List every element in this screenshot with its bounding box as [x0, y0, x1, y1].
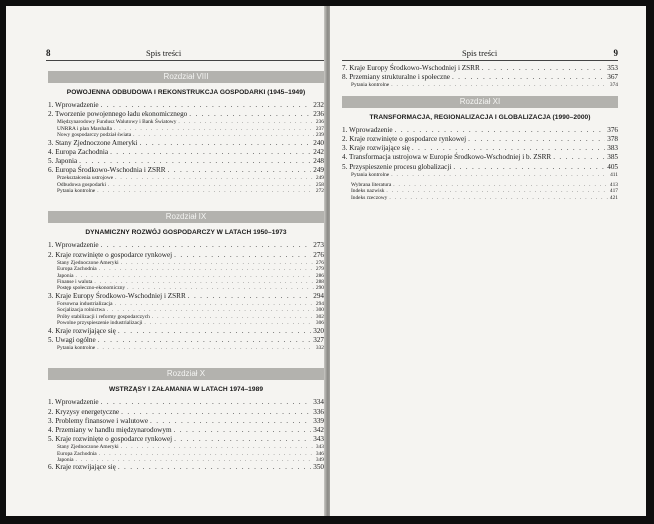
dot-leader [468, 135, 605, 144]
dot-leader [101, 101, 312, 110]
dot-leader [101, 241, 312, 250]
entry-page-number: 290 [315, 285, 324, 292]
chapter-title: DYNAMICZNY ROZWÓJ GOSPODARCZY W LATACH 1950–1973 [85, 229, 287, 237]
toc-entry [48, 426, 324, 435]
chapter-spacer [48, 351, 324, 361]
entry-label: UNRRA i plan Marshalla [57, 125, 112, 132]
entry-page-number: 405 [607, 162, 618, 171]
dot-leader [412, 144, 605, 153]
toc-entry [48, 251, 324, 260]
entry-page-number: 367 [607, 73, 618, 82]
dot-leader [188, 292, 311, 301]
dot-leader [391, 172, 608, 178]
dot-leader [395, 126, 606, 135]
dot-leader [150, 417, 311, 426]
entry-label: Europa Zachodnia [57, 266, 97, 273]
dot-leader [121, 408, 311, 417]
entry-label: Międzynarodowy Fundusz Walutowy i Bank Światowy [57, 119, 177, 126]
toc-subentry [342, 82, 618, 88]
entry-page-number: 339 [313, 416, 324, 425]
entry-label: Pytania kontrolne [57, 344, 96, 351]
entry-label: 2. Kraje rozwinięte o gospodarce rynkowej [48, 250, 173, 259]
toc-subentry [342, 195, 618, 201]
entry-label: 7. Kraje Europy Środkowo-Wschodniej i ZSRR [342, 64, 480, 72]
entry-label: Nowy gospodarczy podział świata [57, 132, 132, 139]
dot-leader [97, 188, 314, 194]
entry-page-number: 236 [315, 119, 324, 126]
entry-label: 5. Uwagi ogólne [48, 335, 96, 344]
entry-label: 1. Wprowadzenie [342, 125, 393, 134]
dot-leader [391, 82, 608, 88]
entry-page-number: 258 [315, 181, 324, 188]
entry-label: 8. Przemiany strukturalne i społeczne [342, 73, 450, 82]
entry-page-number: 249 [313, 166, 324, 175]
entry-page-number: 302 [315, 313, 324, 320]
toc-entry [48, 110, 324, 119]
entry-page-number: 300 [315, 307, 324, 314]
entry-label: Stany Zjednoczone Ameryki [57, 259, 119, 266]
dot-leader [118, 327, 311, 336]
toc-entry [48, 292, 324, 301]
entry-label: Socjalizacja rolnictwa [57, 307, 105, 314]
entry-label: 3. Kraje Europy Środkowo-Wschodniej i ZSRR [48, 291, 186, 300]
dot-leader [97, 345, 314, 351]
entry-label: Japonia [57, 272, 74, 279]
entry-label: Odbudowa gospodarki [57, 181, 106, 188]
toc-entry [48, 417, 324, 426]
entry-page-number: 240 [313, 138, 324, 147]
toc-entry [342, 64, 618, 73]
entry-page-number: 417 [609, 188, 618, 195]
toc-entry [48, 463, 324, 472]
entry-page-number: 378 [607, 134, 618, 143]
entry-label: 3. Problemy finansowe i walutowe [48, 416, 149, 425]
entry-label: Finanse i waluta [57, 279, 93, 286]
entry-page-number: 353 [607, 64, 618, 72]
page-number: 9 [613, 48, 618, 58]
entry-label: Próby stabilizacji i reformy gospodarczych [57, 313, 150, 320]
entry-page-number: 327 [313, 335, 324, 344]
entry-label: 6. Europa Środkowo-Wschodnia i ZSRR [48, 166, 166, 175]
toc-entry [48, 101, 324, 110]
dot-leader [453, 163, 605, 172]
running-header [342, 46, 618, 61]
toc-entry [48, 157, 324, 166]
entry-label: Pytania kontrolne [351, 171, 390, 178]
dot-leader [174, 435, 311, 444]
entry-label: Japonia [57, 457, 74, 464]
entry-page-number: 276 [315, 259, 324, 266]
dot-leader [98, 336, 312, 345]
entry-page-number: 294 [315, 300, 324, 307]
entry-page-number: 272 [315, 188, 324, 195]
entry-page-number: 273 [313, 241, 324, 250]
dot-leader [174, 251, 311, 260]
entry-page-number: 350 [313, 463, 324, 472]
toc-entry [342, 135, 618, 144]
entry-label: 4. Przemiany w handlu międzynarodowym [48, 425, 172, 434]
dot-leader [482, 64, 605, 73]
dot-leader [189, 110, 311, 119]
entry-page-number: 239 [315, 132, 324, 139]
entry-label: Forsowna industrializacja [57, 300, 113, 307]
toc-subentry [48, 345, 324, 351]
page-number: 8 [46, 48, 51, 58]
entry-label: Postęp społeczno-ekonomiczny [57, 285, 126, 292]
toc-entry [342, 126, 618, 135]
toc-entry [48, 327, 324, 336]
chapter-band: Rozdział XI [342, 96, 618, 108]
dot-leader [79, 157, 311, 166]
entry-page-number: 306 [315, 320, 324, 327]
entry-label: Przekształcenia ustrojowe [57, 175, 114, 182]
entry-page-number: 343 [315, 444, 324, 451]
entry-label: Wybrana literatura [351, 182, 392, 189]
entry-label: 4. Kraje rozwijające się [48, 326, 116, 335]
chapter-title: WSTRZĄSY I ZAŁAMANIA W LATACH 1974–1989 [108, 386, 264, 394]
toc-entry [48, 435, 324, 444]
entry-label: 1. Wprowadzenie [48, 398, 99, 407]
entry-page-number: 242 [313, 147, 324, 156]
entry-label: 1. Wprowadzenie [48, 241, 99, 250]
entry-label: 3. Stany Zjednoczone Ameryki [48, 138, 138, 147]
entry-label: Powolne przyspieszenie industrializacji [57, 320, 143, 327]
dot-leader [110, 148, 311, 157]
chapter-band: Rozdział VIII [48, 71, 324, 83]
dot-leader [101, 398, 312, 407]
toc-entry [48, 139, 324, 148]
dot-leader [389, 195, 608, 201]
toc-entry [48, 148, 324, 157]
entry-page-number: 248 [313, 156, 324, 165]
entry-page-number: 336 [313, 407, 324, 416]
chapter-spacer [48, 194, 324, 204]
entry-page-number: 383 [607, 144, 618, 153]
toc-entry [48, 241, 324, 250]
entry-page-number: 376 [607, 125, 618, 134]
entry-page-number: 411 [610, 171, 618, 178]
dot-leader [174, 426, 312, 435]
entry-label: 5. Japonia [48, 156, 78, 165]
entry-page-number: 294 [313, 291, 324, 300]
entry-label: Indeks nazwisk [351, 188, 385, 195]
right-page [330, 6, 646, 516]
toc-entry [48, 408, 324, 417]
left-page [6, 6, 326, 516]
entry-page-number: 288 [315, 279, 324, 286]
toc-content-left [48, 64, 324, 473]
entry-page-number: 249 [315, 175, 324, 182]
entry-label: 2. Tworzenie powojennego ładu ekonomicznego [48, 110, 188, 119]
toc-subentry [342, 172, 618, 178]
toc-content-right [342, 64, 618, 201]
entry-page-number: 237 [315, 125, 324, 132]
entry-label: 4. Transformacja ustrojowa w Europie Środkowo-Wschodniej i b. ZSRR [342, 153, 552, 162]
entry-page-number: 236 [313, 110, 324, 119]
toc-entry [48, 166, 324, 175]
toc-subentry [48, 188, 324, 194]
entry-label: 6. Kraje rozwijające się [48, 463, 116, 472]
entry-page-number: 320 [313, 326, 324, 335]
entry-label: Pytania kontrolne [351, 82, 390, 89]
entry-label: 4. Europa Zachodnia [48, 147, 109, 156]
running-title: Spis treści [462, 48, 498, 58]
entry-page-number: 385 [607, 153, 618, 162]
entry-page-number: 421 [609, 194, 618, 201]
entry-page-number: 332 [315, 344, 324, 351]
entry-page-number: 232 [313, 101, 324, 109]
entry-label: Europa Zachodnia [57, 450, 97, 457]
entry-label: 3. Kraje rozwijające się [342, 144, 410, 153]
entry-label: Stany Zjednoczone Ameryki [57, 444, 119, 451]
running-header [46, 46, 324, 61]
entry-label: Indeks rzeczowy [351, 194, 388, 201]
toc-entry [48, 398, 324, 407]
toc-entry [48, 336, 324, 345]
entry-label: 5. Kraje rozwinięte o gospodarce rynkowej [48, 435, 173, 444]
chapter-title: POWOJENNA ODBUDOWA I REKONSTRUKCJA GOSPODARKI (1945–1949) [66, 89, 306, 96]
entry-page-number: 349 [315, 457, 324, 464]
entry-page-number: 286 [315, 272, 324, 279]
entry-label: 2. Kryzysy energetyczne [48, 407, 120, 416]
dot-leader [168, 166, 312, 175]
entry-page-number: 413 [609, 182, 618, 189]
entry-page-number: 346 [315, 450, 324, 457]
toc-entry [342, 73, 618, 82]
entry-page-number: 334 [313, 398, 324, 407]
dot-leader [452, 73, 605, 82]
chapter-title: TRANSFORMACJA, REGIONALIZACJA I GLOBALIZACJA (1990–2000) [369, 113, 591, 121]
toc-entry [342, 153, 618, 162]
entry-label: 1. Wprowadzenie [48, 101, 99, 109]
entry-page-number: 374 [609, 82, 618, 89]
entry-label: Pytania kontrolne [57, 188, 96, 195]
entry-page-number: 279 [315, 266, 324, 273]
entry-page-number: 276 [313, 250, 324, 259]
entry-page-number: 343 [313, 435, 324, 444]
entry-label: 2. Kraje rozwinięte o gospodarce rynkowej [342, 134, 467, 143]
running-title: Spis treści [146, 48, 182, 58]
entry-page-number: 342 [313, 425, 324, 434]
dot-leader [553, 153, 605, 162]
chapter-band: Rozdział X [48, 368, 324, 380]
toc-entry [342, 163, 618, 172]
dot-leader [139, 139, 311, 148]
dot-leader [118, 463, 311, 472]
toc-entry [342, 144, 618, 153]
chapter-band: Rozdział IX [48, 211, 324, 223]
entry-label: 5. Przyspieszenie procesu globalizacji [342, 162, 452, 171]
